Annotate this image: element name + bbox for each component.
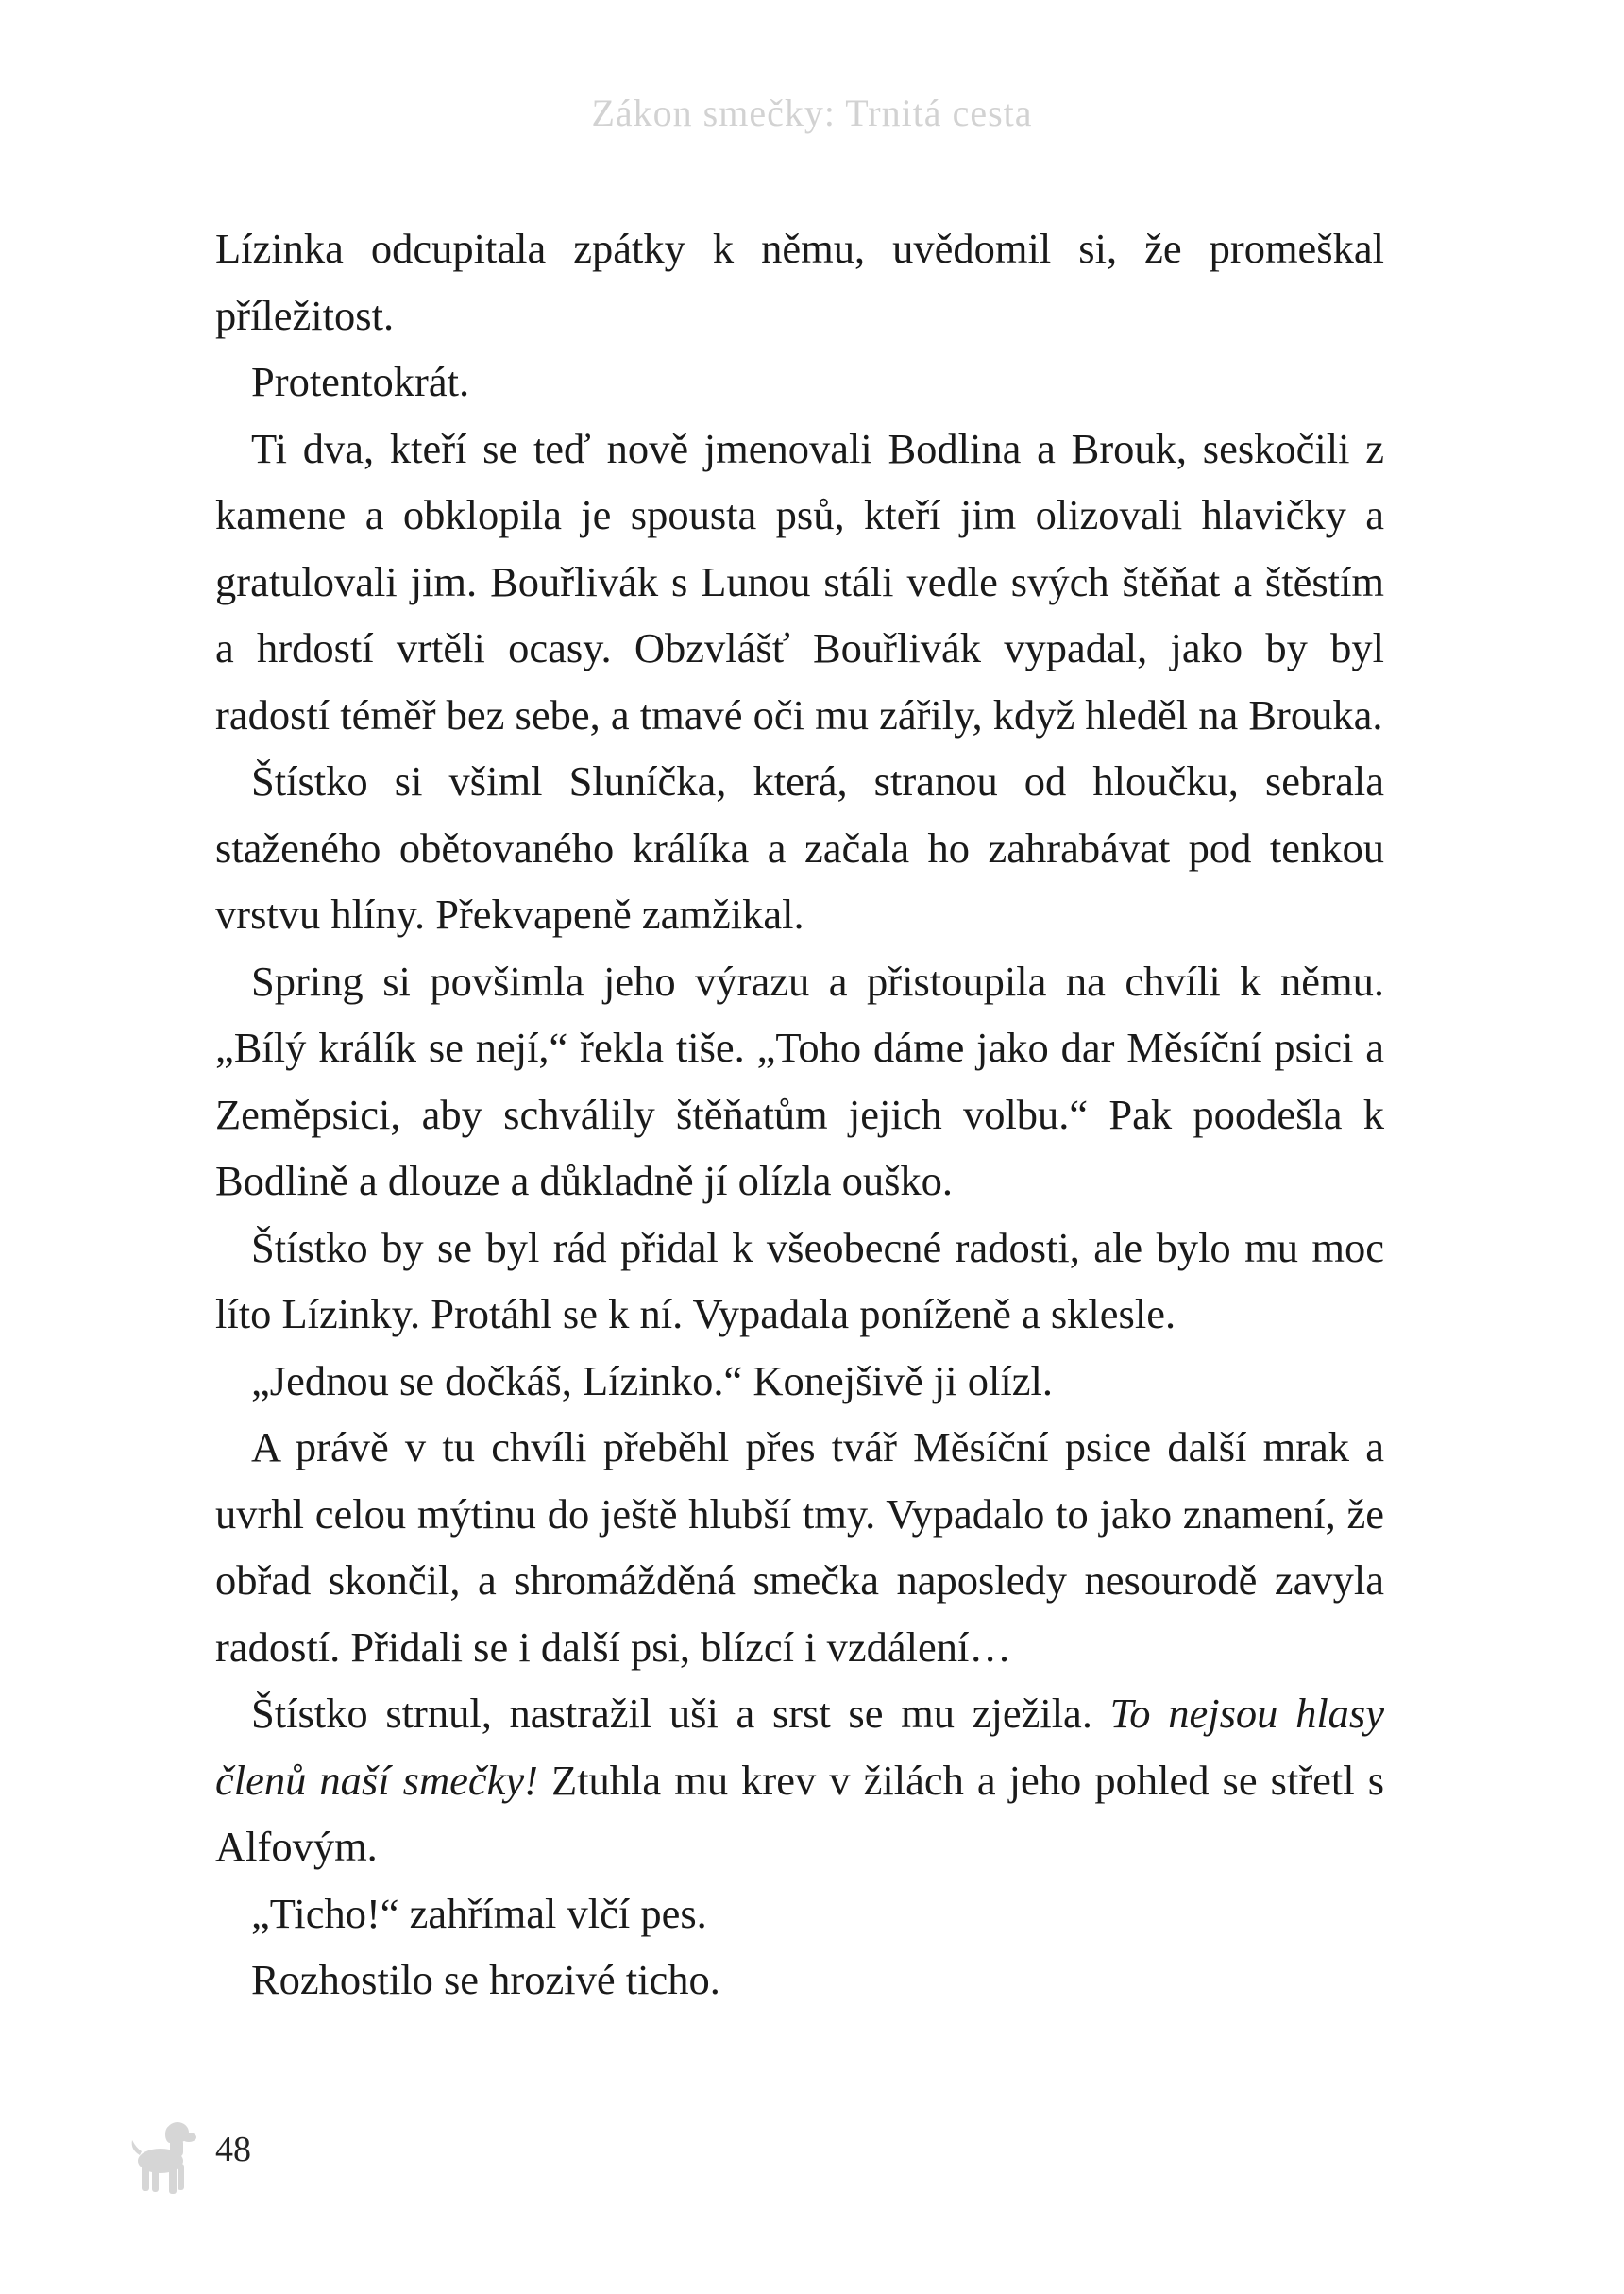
paragraph: Lízinka odcupitala zpátky k němu, uvědomil si, že promeškal příležitost.	[215, 225, 1384, 339]
paragraph: Spring si povšimla jeho výrazu a přistoupila na chvíli k němu. „Bílý králík se nejí,“ řekla tiše. „Toho dáme jako dar Měsíční psici a Zeměpsici, aby schválily štěňatům jejich volbu.“ Pak poodešla k Bodlině a dlouze a důkladně jí olízla ouško.	[215, 957, 1384, 1204]
page-number: 48	[215, 2130, 251, 2169]
paragraph: Štístko by se byl rád přidal k všeobecné radosti, ale bylo mu moc líto Lízinky. Protáhl se k ní. Vypadala poníženě a sklesle.	[215, 1223, 1384, 1337]
paragraph	[215, 1680, 1384, 1880]
paragraph: Rozhostilo se hrozivé ticho.	[251, 1956, 720, 2003]
paragraph-text: Ztuhla mu krev v žilách a jeho pohled se střetl s Alfovým.	[215, 1756, 1385, 1870]
paragraph: Ti dva, kteří se teď nově jmenovali Bodlina a Brouk, seskočili z kamene a obklopila je spousta psů, kteří jim olizovali hlavičky a gratulovali jim. Bouřlivák s Lunou stáli vedle svých štěňat a štěstím a hrdostí vrtěli ocasy. Obzvlášť Bouřlivák vypadal, jako by byl radostí téměř bez sebe, a tmavé oči mu zářily, když hleděl na Brouka.	[215, 424, 1384, 739]
paragraph: „Ticho!“ zahřímal vlčí pes.	[251, 1889, 707, 1937]
body-text	[215, 215, 1384, 2014]
paragraph-text: Štístko strnul, nastražil uši a srst se mu zježila.	[251, 1690, 1110, 1737]
paragraph: A právě v tu chvíli přeběhl přes tvář Měsíční psice další mrak a uvrhl celou mýtinu do ještě hlubší tmy. Vypadalo to jako znamení, že obřad skončil, a shromážděná smečka naposledy nesourodě zavyla radostí. Přidali se i další psi, blízcí i vzdálení…	[215, 1423, 1384, 1671]
dog-silhouette-icon	[127, 2114, 202, 2199]
paragraph: Štístko si všiml Sluníčka, která, stranou od hloučku, sebrala staženého obětovaného králíka a začala ho zahrabávat pod tenkou vrstvu hlíny. Překvapeně zamžikal.	[215, 757, 1384, 938]
paragraph: „Jednou se dočkáš, Lízinko.“ Konejšivě ji olízl.	[251, 1356, 1053, 1404]
italic-thought: To nejsou hlasy členů naší smečky!	[215, 1690, 1385, 1804]
running-title: Zákon smečky: Trnitá cesta	[591, 92, 1033, 134]
paragraph: Protentokrát.	[251, 358, 470, 405]
